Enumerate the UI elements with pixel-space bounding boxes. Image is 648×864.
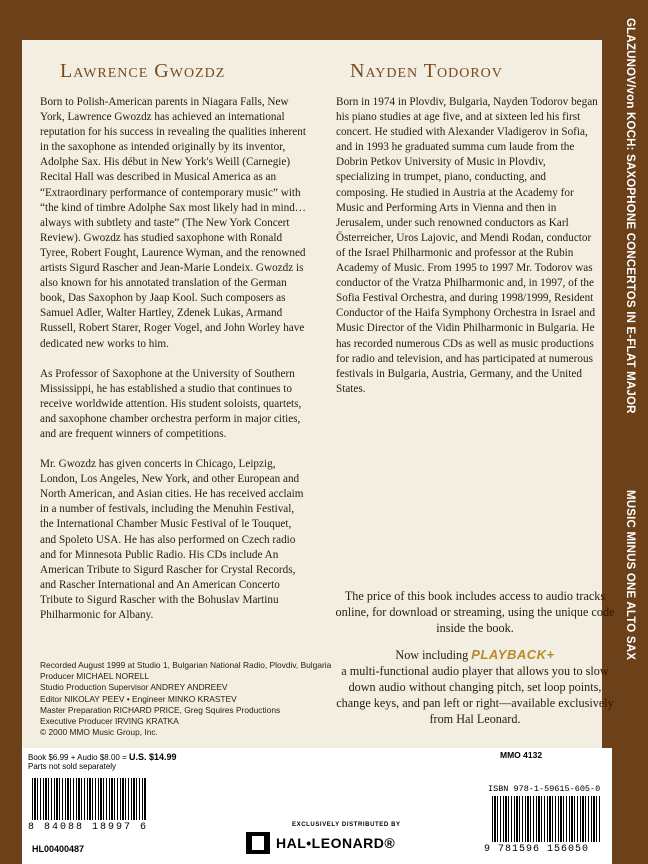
distributed-by: EXCLUSIVELY DISTRIBUTED BY xyxy=(292,822,401,828)
heading-gwozdz: Lawrence Gwozdz xyxy=(60,60,226,82)
price-total: U.S. $14.99 xyxy=(128,752,177,762)
production-credits xyxy=(40,660,332,738)
ean-digits: 9 781596 156050 xyxy=(484,844,590,855)
hal-leonard-logo xyxy=(246,832,416,854)
hal-leonard-mark-icon xyxy=(246,832,270,854)
isbn: ISBN 978-1-59615-605-0 xyxy=(488,784,601,794)
spine-title: GLAZUNOV/von KOCH: SAXOPHONE CONCERTOS IN E-FLAT MAJOR xyxy=(624,18,636,414)
credit-line: Recorded August 1999 at Studio 1, Bulgarian National Radio, Plovdiv, Bulgaria xyxy=(40,660,332,670)
parts-note: Parts not sold separately xyxy=(28,762,117,771)
access-text: The price of this book includes access to audio tracks online, for download or streaming, using the unique code inside the book. xyxy=(335,589,615,636)
upc-barcode xyxy=(32,778,146,820)
bio-paragraph: As Professor of Saxophone at the University of Southern Mississippi, he has established a studio that continues to receive worldwide attention. His student soloists, quartets, and saxophone chamber orchestra perform in major cities, and are frequent winners of competitions. xyxy=(40,367,302,440)
mmo-code: MMO 4132 xyxy=(500,750,543,760)
price-line xyxy=(28,752,178,762)
bio-paragraph: Born to Polish-American parents in Niagara Falls, New York, Lawrence Gwozdz has achieved an international reputation for his success in revealing the qualities inherent in the saxophone as intended originally by its inventor, Adolphe Sax. His début in New York's Weill (Carnegie) Recital Hall was described in Musical America as an “Extraordinary performance of contemporary music” with “the kind of timbre Adolphe Sax most likely had in mind…always with subtlety and taste” (The New York Concert Review). Gwozdz has studied saxophone with Ronald Tyree, Robert Fought, Laurence Wyman, and the renowned artists Sigurd Rascher and Jean-Marie Londeix. Gwozdz is also known for his annotated translation of the German book, Das Saxophon by Jaap Kool. Such composers as Samuel Adler, Walter Hartley, Zdenek Lukas, Armand Russell, Robert Starer, Roger Vogel, and John Worley have dedicated new works to him. xyxy=(40,96,306,350)
barcode-strip xyxy=(22,748,612,864)
bio-todorov xyxy=(336,95,598,412)
hl-code: HL00400487 xyxy=(32,844,85,854)
bio-paragraph: Born in 1974 in Plovdiv, Bulgaria, Nayden Todorov began his piano studies at age five, and at sixteen led his first concert. He studied with Alexander Vladigerov in Sofia, and in 1993 he graduated summa cum laude from the Dobrin Petkov University of Music in Plovdiv, specializing in trumpet, piano, conducting, and composing. He studied in Austria at the Academy for Music and Performing Arts in Vienna and then in Jerusalem, under such renowned conductors as Karl Österreicher, Uros Lajovic, and Mendi Rodan, conductor of the Israel Philharmonic and professor at the Rubin Academy of Music. From 1995 to 1997 Mr. Todorov was conductor of the Vratza Philharmonic and, in 1997, of the Sofia Festival Orchestra, and during 1998/1999, Resident Conductor of the Haifa Symphony Orchestra in Israel and Music Director of the Vidin Philharmonic in Bulgaria. He has recorded numerous CDs as well as music productions for radio and television, and has participated at numerous festivals in Bulgaria, Austria, Germany, and the United States. xyxy=(336,96,598,395)
credit-line: Studio Production Supervisor ANDREY ANDREEV xyxy=(40,682,228,693)
bio-paragraph: Mr. Gwozdz has given concerts in Chicago, Leipzig, London, Los Angeles, New York, and other European and North American, and Asian cities. He has received acclaim in a number of festivals, including the Menuhin Festival, the International Chamber Music Festival of le Touquet, and Spoleto USA. He has also performed on Czech radio and for Minnesota Public Radio. His CDs include An American Tribute to Sigurd Rascher for Crystal Records, and Rascher International and An American Concerto Tribute to Sigurd Rascher with the Bohuslav Martinu Philharmonic for Albany. xyxy=(40,458,304,621)
playback-description: a multi-functional audio player that allows you to slow down audio without changing pitch, set loop points, change keys, and pan left or right—available exclusively from Hal Leonard. xyxy=(336,663,614,727)
credit-line: Producer MICHAEL NORELL xyxy=(40,671,150,682)
credit-line: © 2000 MMO Music Group, Inc. xyxy=(40,727,158,738)
price-box xyxy=(28,752,178,771)
playback-text-block xyxy=(330,647,620,728)
audio-promo xyxy=(330,588,620,738)
now-including: Now including xyxy=(395,647,469,662)
playback-logo: PLAYBACK+ xyxy=(471,646,555,662)
bio-gwozdz xyxy=(40,95,308,638)
credit-line: Executive Producer IRVING KRATKA xyxy=(40,716,179,727)
price-breakdown: Book $6.99 + Audio $8.00 = xyxy=(28,753,129,762)
spine-subtitle: MUSIC MINUS ONE ALTO SAX xyxy=(624,490,636,661)
credit-line: Editor NIKOLAY PEEV • Engineer MINKO KRASTEV xyxy=(40,693,237,704)
heading-todorov: Nayden Todorov xyxy=(350,60,503,82)
credit-line: Master Preparation RICHARD PRICE, Greg Squires Productions xyxy=(40,704,281,715)
publisher-name: HAL•LEONARD® xyxy=(276,835,396,851)
ean-barcode xyxy=(492,796,602,842)
upc-digits: 8 84088 18997 6 xyxy=(28,822,149,833)
